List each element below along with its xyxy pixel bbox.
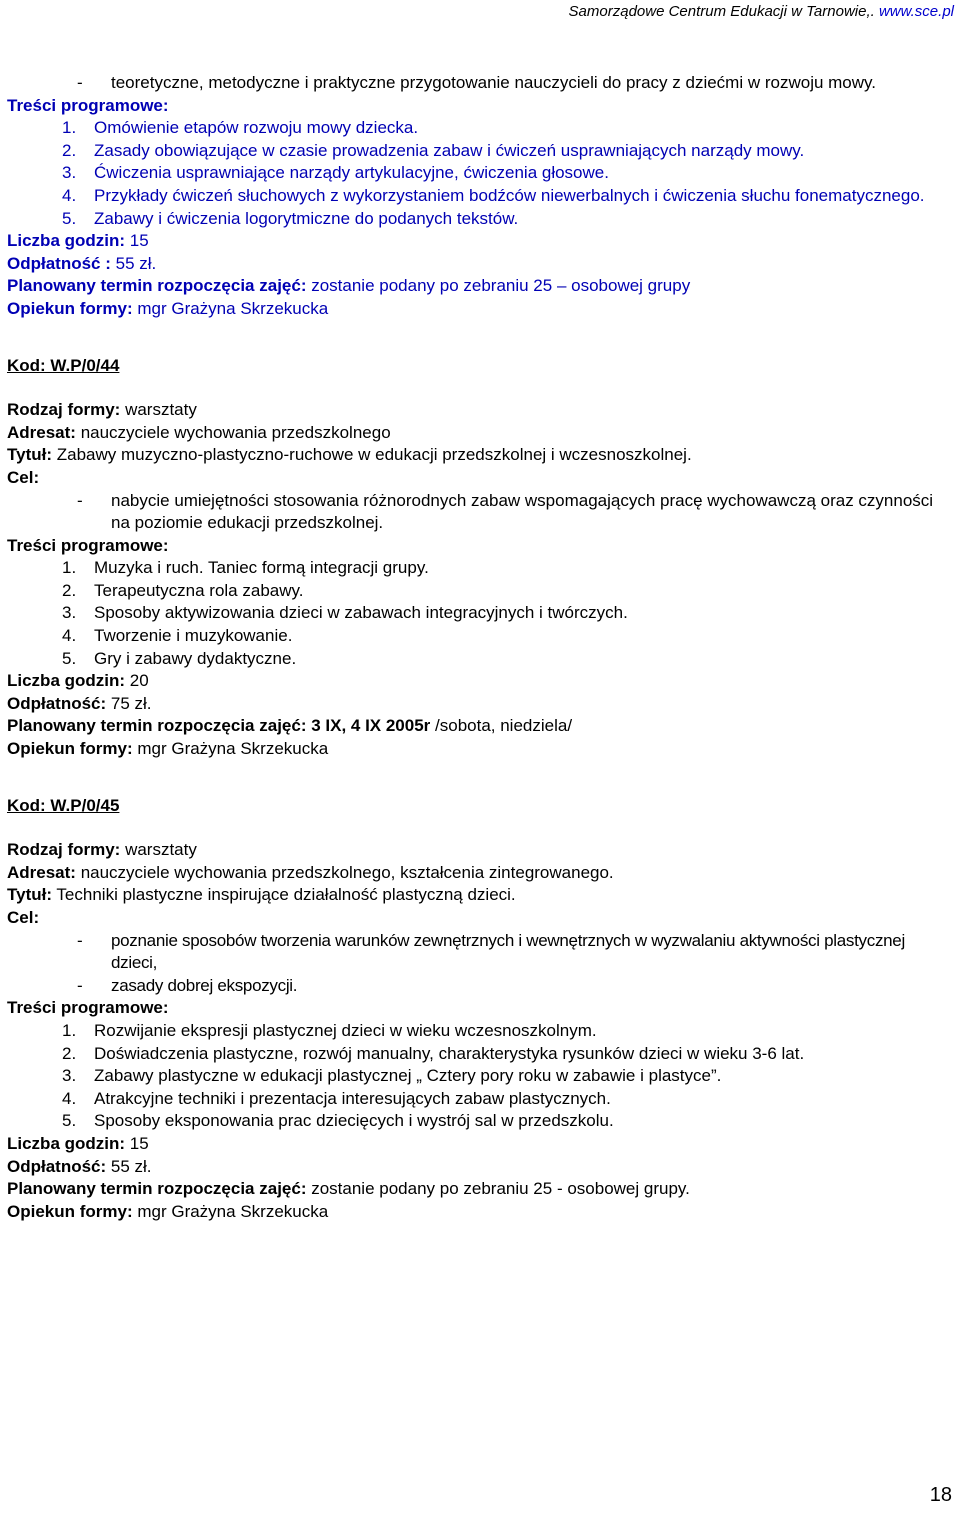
cel-label: Cel: — [7, 908, 40, 927]
cel-item: - teoretyczne, metodyczne i praktyczne przygotowanie nauczycieli do pracy z dziećmi w rozwoju mowy. — [77, 73, 876, 92]
planowany-termin: Planowany termin rozpoczęcia zajęć: zostanie podany po zebraniu 25 – osobowej grupy — [7, 276, 691, 296]
list-item: 3. Sposoby aktywizowania dzieci w zabawach integracyjnych i twórczych. — [62, 603, 628, 623]
kod-heading: Kod: W.P/0/45 — [7, 795, 120, 815]
list-item: 4. Tworzenie i muzykowanie. — [62, 626, 293, 646]
cel-item: - zasady dobrej ekspozycji. — [77, 975, 298, 995]
tresci-list — [7, 557, 947, 670]
liczba-godzin: Liczba godzin: 20 — [7, 671, 149, 691]
cel-list — [7, 930, 947, 998]
list-item: 5. Zabawy i ćwiczenia logorytmiczne do podanych tekstów. — [62, 208, 519, 228]
adresat: Adresat: nauczyciele wychowania przedszkolnego — [7, 422, 391, 442]
tytul: Tytuł: Zabawy muzyczno-plastyczno-ruchowe w edukacji przedszkolnej i wczesnoszkolnej. — [7, 445, 692, 465]
list-item: 1. Muzyka i ruch. Taniec formą integracji grupy. — [62, 558, 429, 578]
liczba-godzin: Liczba godzin: 15 — [7, 231, 149, 251]
odplatnosc: Odpłatność: 75 zł. — [7, 693, 152, 713]
list-item: 3. Ćwiczenia usprawniające narządy artykulacyjne, ćwiczenia głosowe. — [62, 163, 609, 183]
kod-heading: Kod: W.P/0/44 — [7, 355, 120, 375]
section-prev — [7, 72, 947, 321]
header-url[interactable]: www.sce.pl — [878, 3, 954, 20]
list-item: 4. Przykłady ćwiczeń słuchowych z wykorzystaniem bodźców niewerbalnych i ćwiczenia słuchu fonematycznego. — [62, 185, 925, 205]
section-wp-0-45 — [7, 795, 947, 1224]
tresci-label: Treści programowe: — [7, 95, 169, 115]
tresci-label: Treści programowe: — [7, 998, 169, 1018]
list-item: 1. Rozwijanie ekspresji plastycznej dzieci w wieku wczesnoszkolnym. — [62, 1020, 597, 1040]
page-header — [569, 3, 954, 20]
rodzaj-formy: Rodzaj formy: warsztaty — [7, 840, 197, 860]
section-wp-0-44 — [7, 355, 947, 761]
list-item: 4. Atrakcyjne techniki i prezentacja interesujących zabaw plastycznych. — [62, 1088, 611, 1108]
odplatnosc: Odpłatność : 55 zł. — [7, 253, 157, 273]
cel-list — [7, 490, 947, 535]
list-item: 5. Gry i zabawy dydaktyczne. — [62, 648, 297, 668]
list-item: 2. Zasady obowiązujące w czasie prowadzenia zabaw i ćwiczeń usprawniających narządy mowy. — [62, 140, 805, 160]
planowany-termin: Planowany termin rozpoczęcia zajęć: 3 IX, 4 IX 2005r /sobota, niedziela/ — [7, 716, 573, 736]
list-item: 2. Terapeutyczna rola zabawy. — [62, 580, 304, 600]
list-item: 3. Zabawy plastyczne w edukacji plastycznej „ Cztery pory roku w zabawie i plastyce”. — [62, 1066, 722, 1086]
tresci-list — [7, 117, 947, 230]
list-item: 1. Omówienie etapów rozwoju mowy dziecka. — [62, 118, 419, 138]
list-item: 2. Doświadczenia plastyczne, rozwój manualny, charakterystyka rysunków dzieci w wieku 3-6 lat. — [62, 1043, 805, 1063]
header-text: Samorządowe Centrum Edukacji w Tarnowie,. — [568, 3, 879, 20]
opiekun-formy: Opiekun formy: mgr Grażyna Skrzekucka — [7, 298, 329, 318]
planowany-termin: Planowany termin rozpoczęcia zajęć: zostanie podany po zebraniu 25 - osobowej grupy. — [7, 1179, 690, 1199]
opiekun-formy: Opiekun formy: mgr Grażyna Skrzekucka — [7, 1201, 329, 1221]
tytul: Tytuł: Techniki plastyczne inspirujące działalność plastyczną dzieci. — [7, 885, 516, 905]
document-body — [7, 72, 947, 1223]
list-item: 5. Sposoby eksponowania prac dziecięcych i wystrój sal w przedszkolu. — [62, 1111, 614, 1131]
cel-label: Cel: — [7, 467, 40, 487]
tresci-label: Treści programowe: — [7, 535, 169, 555]
cel-item: - nabycie umiejętności stosowania różnorodnych zabaw wspomagających pracę wychowawczą oraz czynności na poziomie edukacji przedszkolnej. — [77, 490, 934, 533]
cel-list — [7, 72, 947, 95]
adresat: Adresat: nauczyciele wychowania przedszkolnego, kształcenia zintegrowanego. — [7, 862, 614, 882]
tresci-list — [7, 1020, 947, 1133]
odplatnosc: Odpłatność: 55 zł. — [7, 1156, 152, 1176]
cel-item: - poznanie sposobów tworzenia warunków zewnętrznych i wewnętrznych w wyzwalaniu aktywności plastycznej dzieci, — [77, 930, 905, 973]
rodzaj-formy: Rodzaj formy: warsztaty — [7, 400, 197, 420]
liczba-godzin: Liczba godzin: 15 — [7, 1133, 149, 1153]
opiekun-formy: Opiekun formy: mgr Grażyna Skrzekucka — [7, 739, 329, 759]
page-number: 18 — [929, 1484, 952, 1506]
